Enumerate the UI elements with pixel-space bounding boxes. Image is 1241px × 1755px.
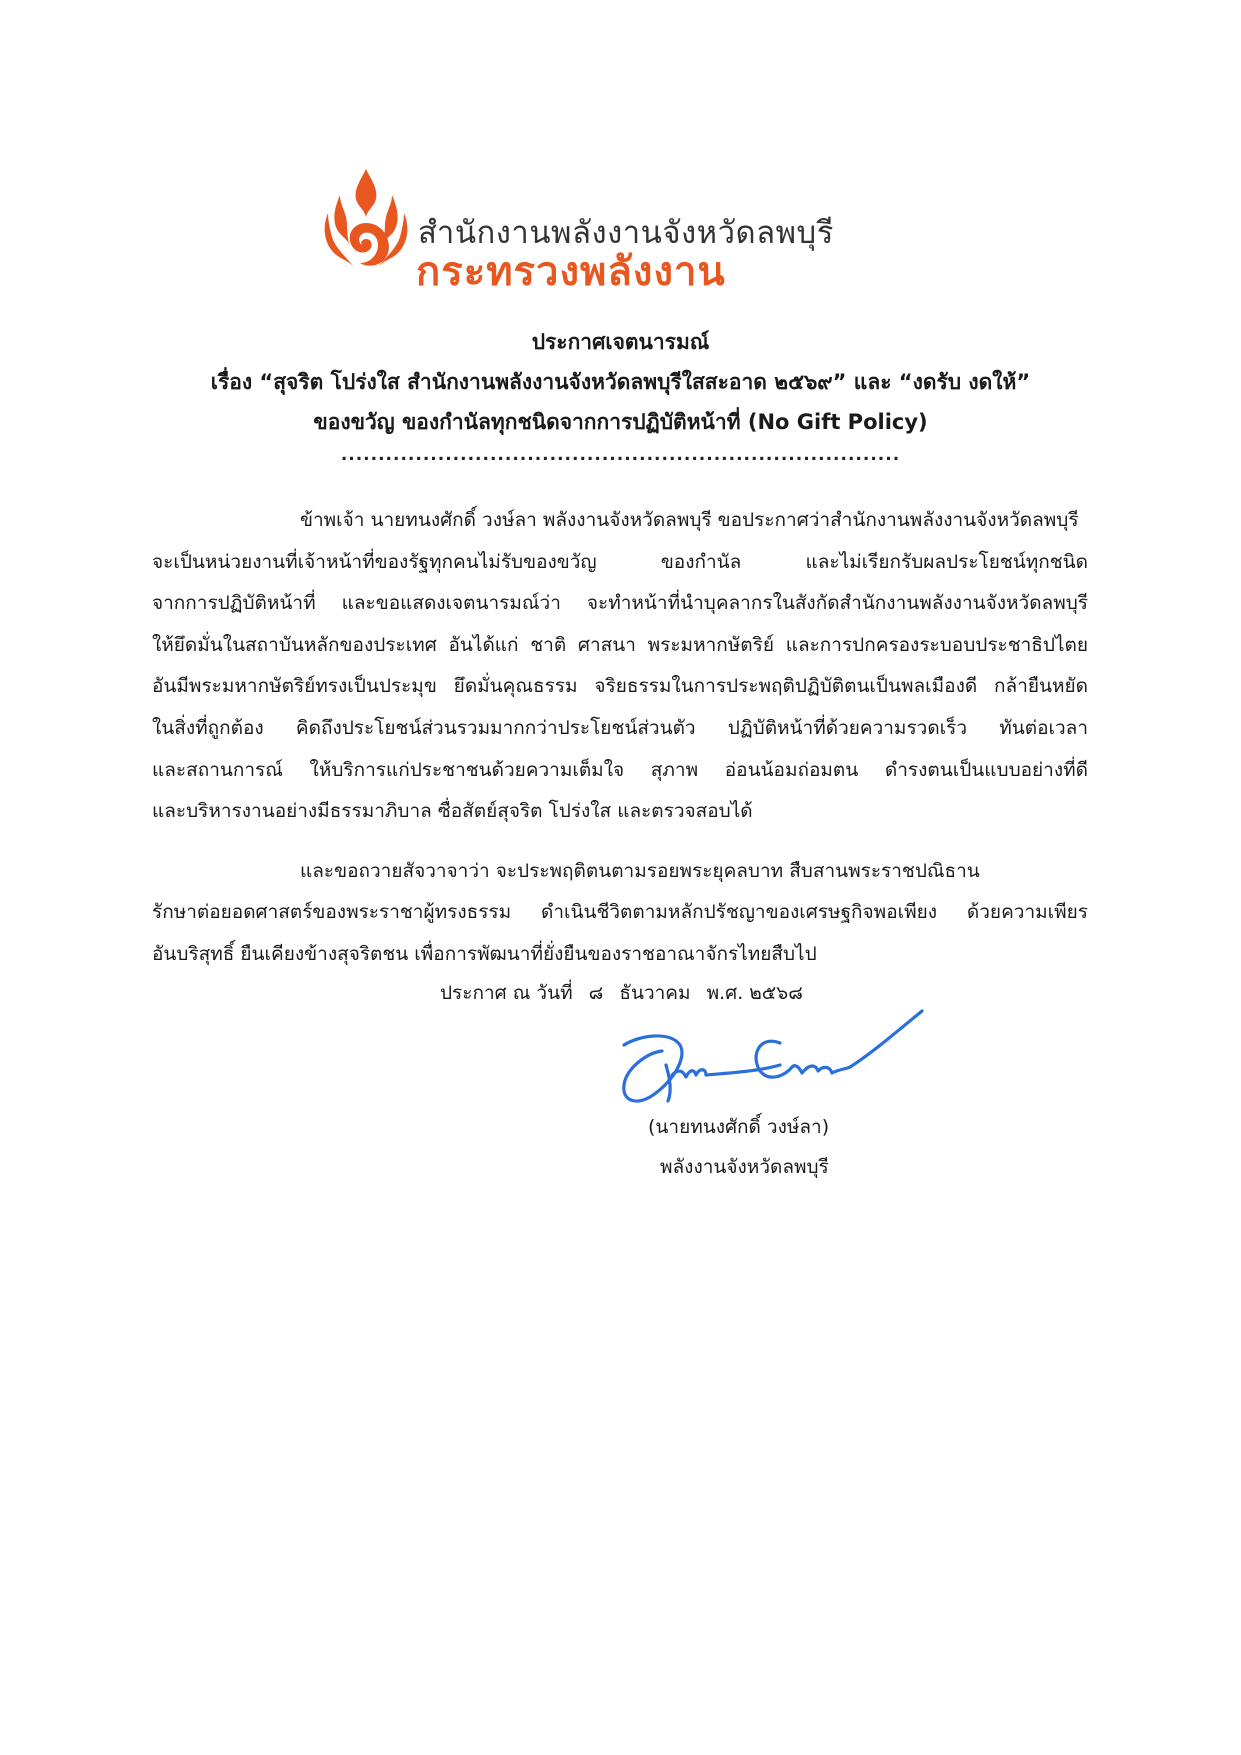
announce-day: ๘: [588, 982, 604, 1004]
signer-title: พลังงานจังหวัดลพบุรี: [660, 1156, 829, 1178]
paragraph-line: อันบริสุทธิ์ ยืนเคียงข้างสุจริตชน เพื่อการพัฒนาที่ยั่งยืนของราชอาณาจักรไทยสืบไป: [152, 942, 817, 965]
org-name-line2: กระทรวงพลังงาน: [416, 249, 726, 295]
subject-line-1: เรื่อง “สุจริต โปร่งใส สำนักงานพลังงานจังหวัดลพบุรีใสสะอาด ๒๕๖๙” และ “งดรับ งดให้”: [210, 370, 1031, 394]
letterhead: [320, 165, 940, 295]
paragraph-line: และสถานการณ์ ให้บริการแก่ประชาชนด้วยความเต็มใจ สุภาพ อ่อนน้อมถ่อมตน ดำรงตนเป็นแบบอย่างที่ดี: [152, 758, 1088, 781]
signer-name: (นายทนงศักดิ์ วงษ์ลา): [648, 1116, 830, 1138]
paragraph-line: และขอถวายสัจวาจาว่า จะประพฤติตนตามรอยพระยุคลบาท สืบสานพระราชปณิธาน: [300, 859, 980, 882]
paragraph-2: [152, 851, 1088, 976]
announce-month: ธันวาคม: [619, 982, 691, 1004]
paragraph-line: ข้าพเจ้า นายทนงศักดิ์ วงษ์ลา พลังงานจังหวัดลพบุรี ขอประกาศว่าสำนักงานพลังงานจังหวัดลพบุรี: [300, 509, 1079, 531]
heading-block: [60, 322, 1181, 468]
announce-prefix: ประกาศ ณ วันที่: [440, 982, 573, 1004]
org-name-line1: สำนักงานพลังงานจังหวัดลพบุรี: [418, 215, 834, 251]
paragraph-line: ให้ยึดมั่นในสถาบันหลักของประเทศ อันได้แก่ ชาติ ศาสนา พระมหากษัตริย์ และการปกครองระบอบประชาธิปไตย: [152, 633, 1088, 656]
paragraph-line: จะเป็นหน่วยงานที่เจ้าหน้าที่ของรัฐทุกคนไม่รับของขวัญ ของกำนัล และไม่เรียกรับผลประโยชน์ทุกชนิด: [152, 550, 1088, 573]
paragraph-line: อันมีพระมหากษัตริย์ทรงเป็นประมุข ยึดมั่นคุณธรรม จริยธรรมในการประพฤติปฏิบัติตนเป็นพลเมืองดี กล้ายืนหยัด: [152, 675, 1088, 698]
subject-line-2: ของขวัญ ของกำนัลทุกชนิดจากการปฏิบัติหน้าที่ (No Gift Policy): [313, 410, 928, 434]
paragraph-line: รักษาต่อยอดศาสตร์ของพระราชาผู้ทรงธรรม ดำเนินชีวิตตามหลักปรัชญาของเศรษฐกิจพอเพียง ด้วยความเพียร: [152, 901, 1088, 924]
paragraph-line: จากการปฏิบัติหน้าที่ และขอแสดงเจตนารมณ์ว่า จะทำหน้าที่นำบุคลากรในสังกัดสำนักงานพลังงานจังหวัดลพบุรี: [152, 592, 1088, 615]
dotted-divider: ...........................................................................: [340, 445, 901, 465]
body-text: [152, 500, 1088, 976]
paragraph-line: ในสิ่งที่ถูกต้อง คิดถึงประโยชน์ส่วนรวมมากกว่าประโยชน์ส่วนตัว ปฏิบัติหน้าที่ด้วยความรวดเร็ว ทันต่อเวลา: [152, 716, 1088, 739]
paragraph-line: และบริหารงานอย่างมีธรรมาภิบาล ซื่อสัตย์สุจริต โปร่งใส และตรวจสอบได้: [152, 800, 753, 823]
document-title: ประกาศเจตนารมณ์: [531, 330, 710, 354]
announcement-date: [440, 978, 813, 1008]
announce-year: พ.ศ. ๒๕๖๘: [706, 982, 803, 1004]
handwritten-signature: [610, 1005, 950, 1115]
flame-logo-icon: [320, 165, 412, 275]
paragraph-1: [152, 500, 1088, 833]
